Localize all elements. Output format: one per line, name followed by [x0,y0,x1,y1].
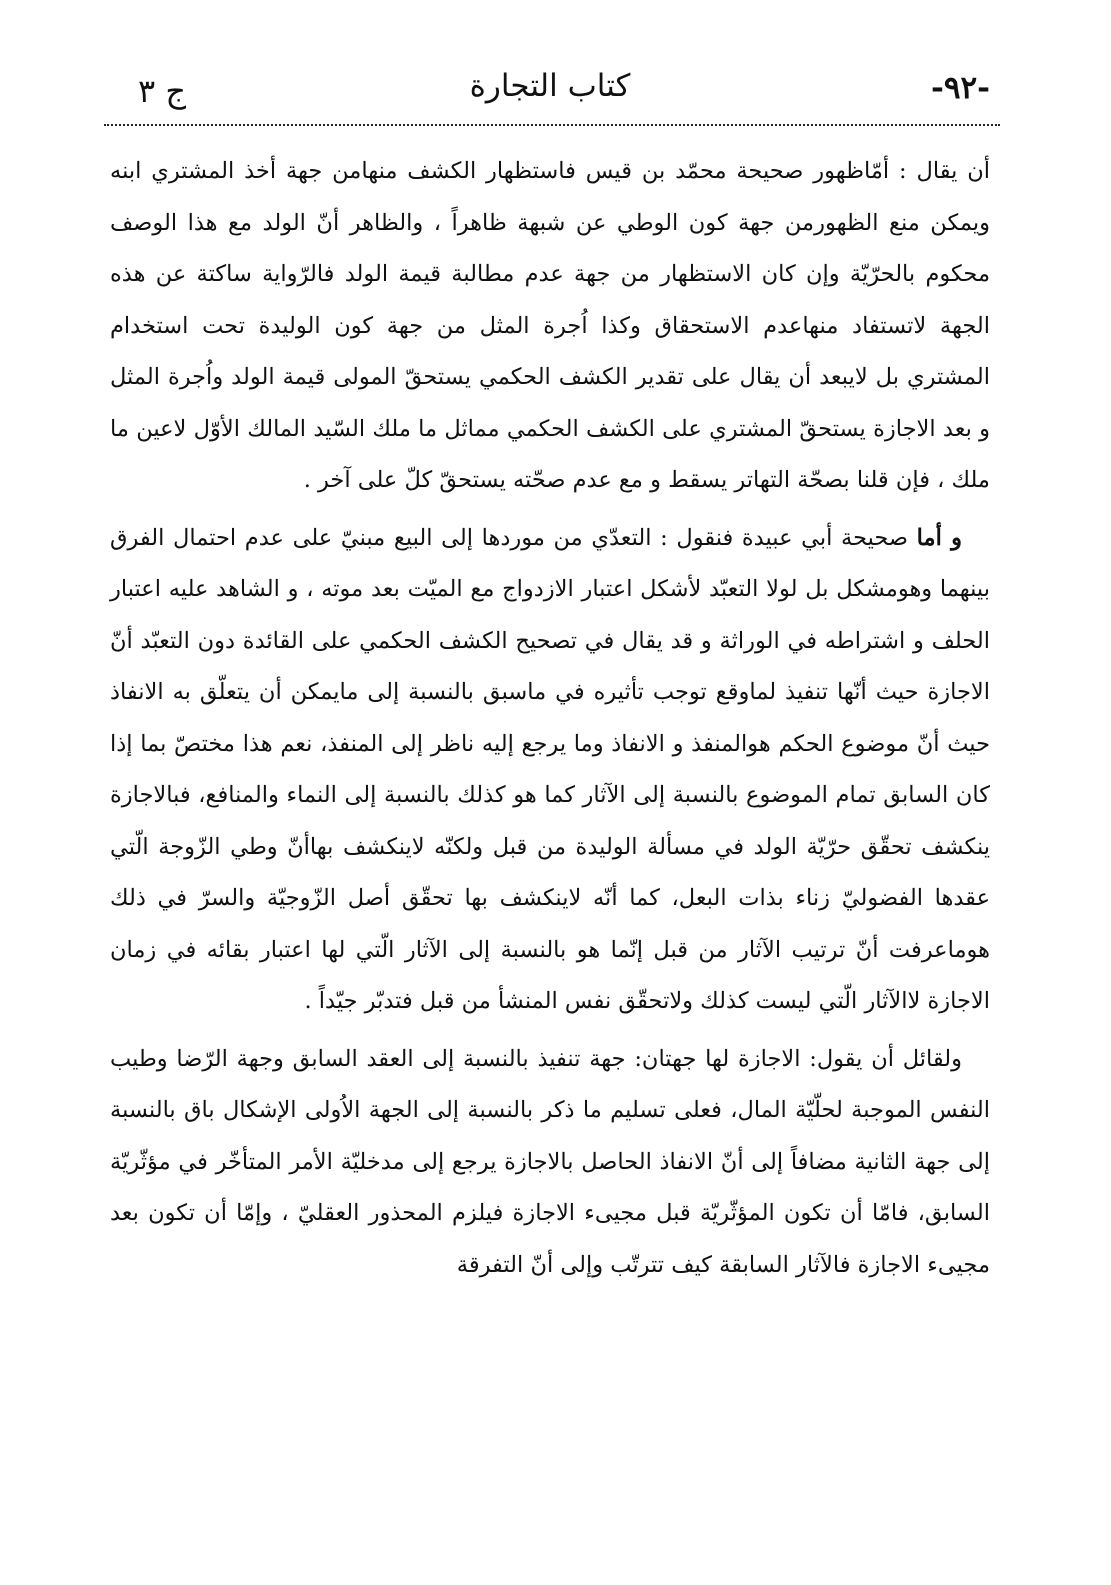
paragraph-1 [110,146,990,507]
paragraph-2 [110,513,990,1028]
paragraph-2-text: صحيحة أبي عبيدة فنقول : التعدّي من موردها إلى البيع مبنيّ على عدم احتمال الفرق بينهما وهومشكل بل لولا التعبّد لأشكل اعتبار الازدواج مع الميّت بعد موته ، و الشاهد عليه اعتبار الحلف و اشتراطه في الوراثة و قد يقال في تصحيح الكشف الحكمي على القائدة دون التعبّد أنّ الاجازة حيث أنّها تنفيذ لماوقع توجب تأثيره في ماسبق بالنسبة إلى مايمكن أن يتعلّق به الانفاذ حيث أنّ موضوع الحكم هوالمنفذ و الانفاذ وما يرجع إليه ناظر إلى المنفذ، نعم هذا مختصّ بما إذا كان السابق تمام الموضوع بالنسبة إلى الآثار كما هو كذلك بالنسبة إلى النماء والمنافع، فبالاجازة ينكشف تحقّق حرّيّة الولد في مسألة الوليدة من قبل ولكنّه لاينكشف بهاأنّ وطي الزّوجة الّتي عقدها الفضوليّ زناء بذات البعل، كما أنّه لاينكشف بها تحقّق أصل الزّوجيّة والسرّ في ذلك هوماعرفت أنّ ترتيب الآثار من قبل إنّما هو بالنسبة إلى الآثار الّتي لها اعتبار بقائه في زمان الاجازة لاالآثار الّتي ليست كذلك ولاتحقّق نفس المنشأ من قبل فتدبّر جيّداً . [110,524,990,1014]
paragraph-1-text: أن يقال : أمّاظهور صحيحة محمّد بن قيس فاستظهار الكشف منهامن جهة أخذ المشتري ابنه ويمكن منع الظهورمن جهة كون الوطي عن شبهة ظاهراً ، والظاهر أنّ الولد مع هذا الوصف محكوم بالحرّيّة وإن كان الاستظهار من جهة عدم مطالبة قيمة الولد فالرّواية ساكتة عن هذه الجهة لاتستفاد منهاعدم الاستحقاق وكذا اُجرة المثل من جهة كون الوليدة تحت استخدام المشتري بل لايبعد أن يقال على تقدير الكشف الحكمي يستحقّ المولى قيمة الولد واُجرة المثل و بعد الاجازة يستحقّ المشتري على الكشف الحكمي مماثل ما ملك السّيد المالك الأوّل لاعين ما ملك ، فإن قلنا بصحّة التهاتر يسقط و مع عدم صحّته يستحقّ كلّ على آخر . [110,158,990,493]
header-divider [104,124,1000,126]
paragraph-2-lead: و أما [916,524,963,551]
book-title: كتاب التجارة [469,68,631,104]
page-number: -٩٢- [930,70,990,106]
page-body [110,146,990,1291]
volume-label: ج ٣ [138,72,187,110]
paragraph-3-text: ولقائل أن يقول: الاجازة لها جهتان: جهة تنفيذ بالنسبة إلى العقد السابق وجهة الرّضا وطيب النفس الموجبة لحلّيّة المال، فعلى تسليم ما ذكر بالنسبة إلى الجهة الاُولى الإشكال باق بالنسبة إلى جهة الثانية مضافاً إلى أنّ الانفاذ الحاصل بالاجازة يرجع إلى مدخليّة الأمر المتأخّر في مؤثّريّة السابق، فامّا أن تكون المؤثّريّة قبل مجيىء الاجازة فيلزم المحذور العقليّ ، وإمّا أن تكون بعد مجيىء الاجازة فالآثار السابقة كيف تترتّب وإلى أنّ التفرقة [110,1045,990,1278]
page-header [100,64,1000,120]
paragraph-3 [110,1034,990,1292]
